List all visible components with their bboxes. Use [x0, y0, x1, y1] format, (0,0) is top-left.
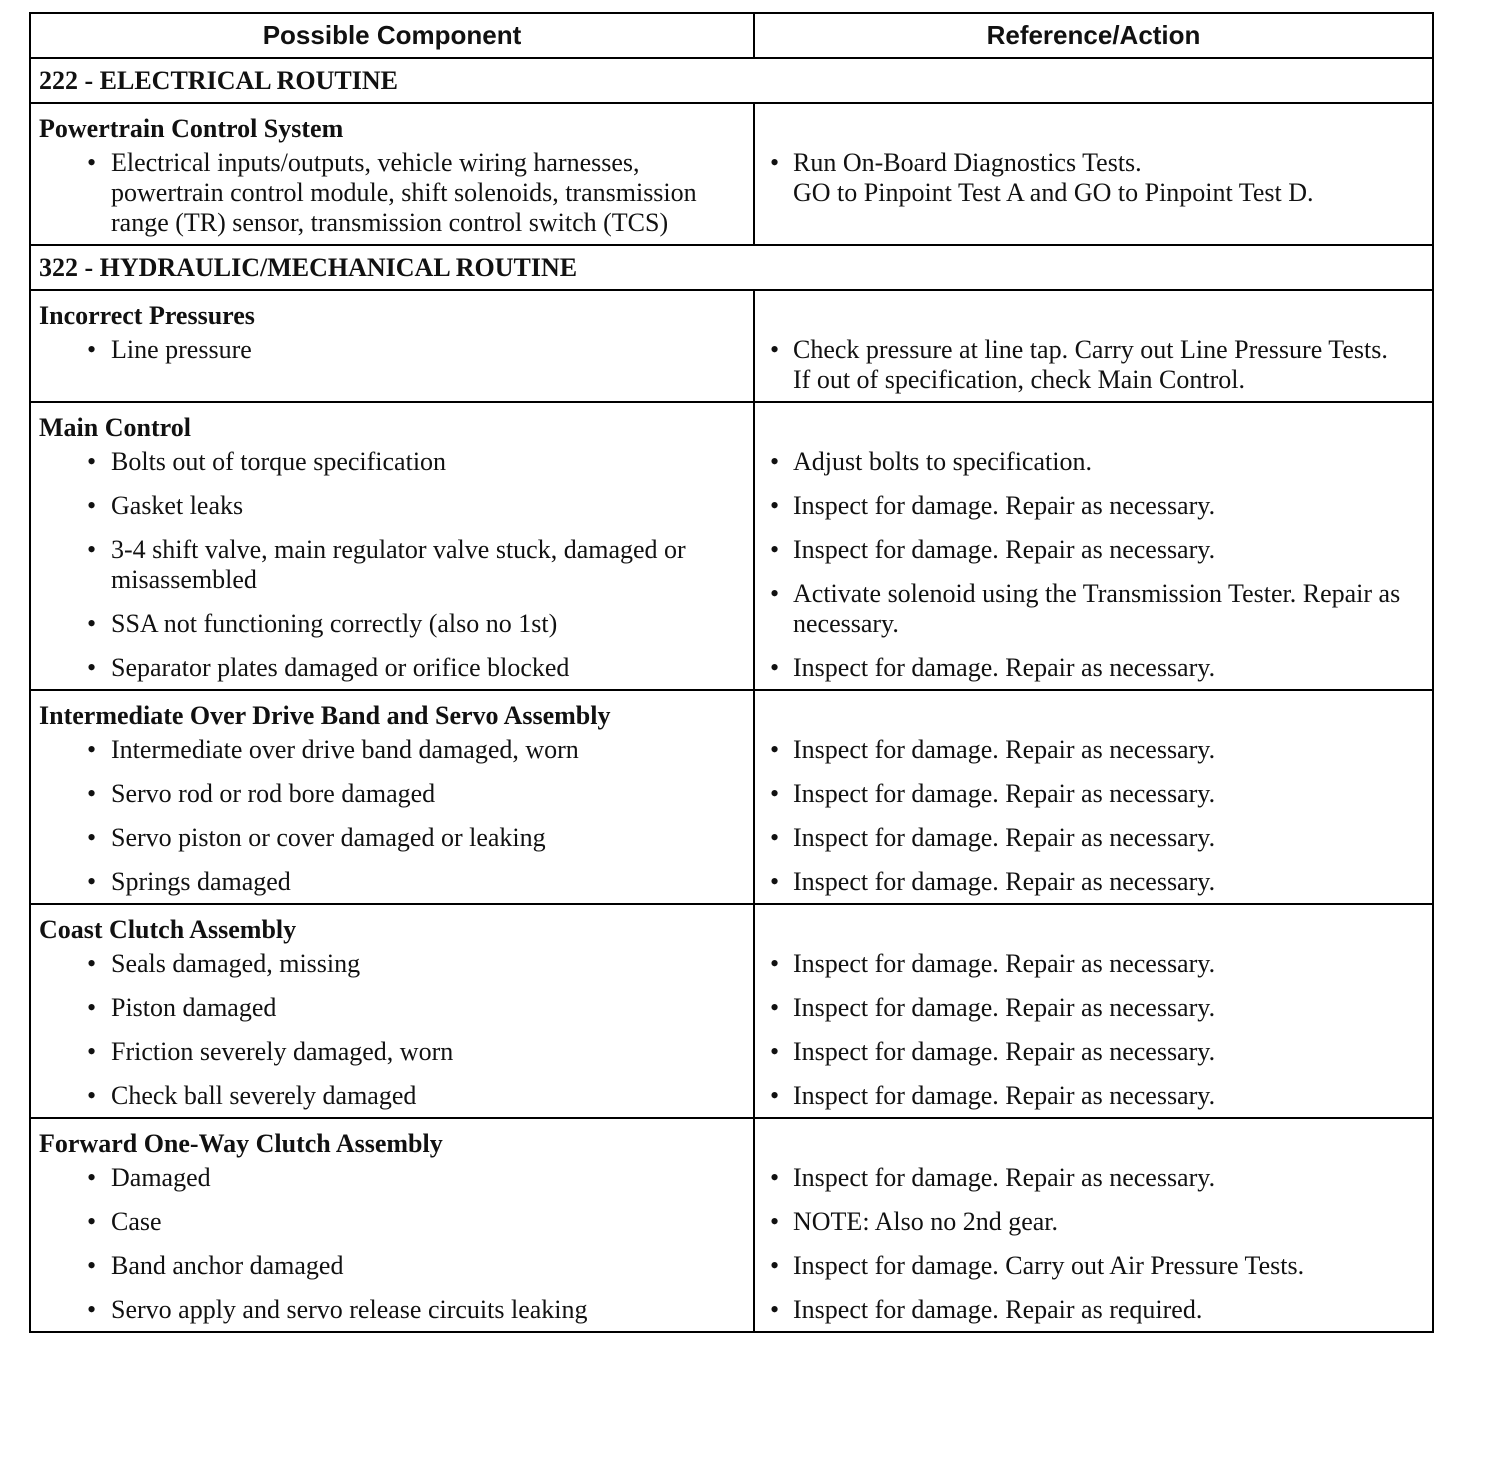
- group-row: [30, 690, 1433, 904]
- component-text: 3-4 shift valve, main regulator valve stuck, damaged or misassembled: [111, 535, 686, 594]
- bullet-icon: •: [87, 609, 97, 638]
- action-item: [763, 1081, 1424, 1111]
- group-row: [30, 904, 1433, 1118]
- component-text: Electrical inputs/outputs, vehicle wiring harnesses, powertrain control module, shift solenoids, transmission range (TR) sensor, transmission control switch (TCS): [111, 148, 697, 237]
- action-text: Inspect for damage. Repair as necessary.: [793, 779, 1216, 808]
- row-gap: [39, 595, 745, 609]
- component-text: SSA not functioning correctly (also no 1st): [111, 609, 558, 638]
- action-cell: [754, 290, 1433, 402]
- row-gap: [763, 521, 1424, 535]
- component-text: Gasket leaks: [111, 491, 244, 520]
- action-group-spacer: [763, 1125, 1424, 1163]
- bullet-icon: •: [87, 335, 97, 364]
- bullet-icon: •: [770, 1251, 780, 1280]
- action-cell: [754, 904, 1433, 1118]
- bullet-icon: •: [770, 993, 780, 1022]
- row-gap: [763, 853, 1424, 867]
- component-item: [39, 1037, 745, 1067]
- component-text: Servo rod or rod bore damaged: [111, 779, 436, 808]
- action-cell: [754, 103, 1433, 245]
- component-item: [39, 609, 745, 639]
- component-item: [39, 1163, 745, 1193]
- row-gap: [39, 477, 745, 491]
- component-item: [39, 1207, 745, 1237]
- row-gap: [39, 639, 745, 653]
- component-cell: [30, 904, 754, 1118]
- row-gap: [39, 1237, 745, 1251]
- action-cell: [754, 690, 1433, 904]
- action-text: Inspect for damage. Repair as necessary.: [793, 1037, 1216, 1066]
- row-gap: [763, 477, 1424, 491]
- action-item: [763, 949, 1424, 979]
- bullet-icon: •: [87, 823, 97, 852]
- action-text: Inspect for damage. Repair as necessary.: [793, 535, 1216, 564]
- row-gap: [39, 809, 745, 823]
- component-text: Damaged: [111, 1163, 211, 1192]
- routine-title: 322 - HYDRAULIC/MECHANICAL ROUTINE: [30, 245, 1433, 290]
- component-text: Check ball severely damaged: [111, 1081, 417, 1110]
- group-row: [30, 1118, 1433, 1332]
- row-gap: [39, 979, 745, 993]
- bullet-icon: •: [87, 1251, 97, 1280]
- component-cell: [30, 402, 754, 690]
- component-group-heading: Coast Clutch Assembly: [39, 915, 297, 944]
- action-group-spacer: [763, 409, 1424, 447]
- row-gap: [39, 1023, 745, 1037]
- action-text: Inspect for damage. Repair as necessary.: [793, 491, 1216, 520]
- component-cell: [30, 690, 754, 904]
- component-item: [39, 1295, 745, 1325]
- component-text: Springs damaged: [111, 867, 291, 896]
- bullet-icon: •: [87, 867, 97, 896]
- component-item: [39, 779, 745, 809]
- action-item: [763, 1295, 1424, 1325]
- routine-row: [30, 245, 1433, 290]
- action-cell-content: [755, 691, 1432, 903]
- row-gap: [39, 1193, 745, 1207]
- component-item: [39, 823, 745, 853]
- action-text: Inspect for damage. Repair as required.: [793, 1295, 1203, 1324]
- bullet-icon: •: [770, 735, 780, 764]
- row-gap: [763, 1281, 1424, 1295]
- component-item: [39, 653, 745, 683]
- component-cell-content: [31, 403, 753, 689]
- bullet-icon: •: [87, 993, 97, 1022]
- component-group-heading: Main Control: [39, 413, 191, 442]
- row-gap: [763, 1067, 1424, 1081]
- bullet-icon: •: [770, 148, 780, 177]
- action-text: Inspect for damage. Repair as necessary.: [793, 735, 1216, 764]
- row-gap: [763, 765, 1424, 779]
- action-item: [763, 1163, 1424, 1193]
- action-item: [763, 779, 1424, 809]
- component-text: Servo apply and servo release circuits leaking: [111, 1295, 588, 1324]
- diagnostic-table-document: [29, 12, 1432, 1333]
- component-text: Piston damaged: [111, 993, 277, 1022]
- component-item: [39, 735, 745, 765]
- column-header-component: Possible Component: [30, 13, 754, 58]
- action-item: [763, 867, 1424, 897]
- action-text: Check pressure at line tap. Carry out Line Pressure Tests. If out of specification, check Main Control.: [793, 335, 1388, 394]
- bullet-icon: •: [87, 447, 97, 476]
- row-gap: [763, 1193, 1424, 1207]
- bullet-icon: •: [770, 1295, 780, 1324]
- bullet-icon: •: [87, 949, 97, 978]
- component-text: Intermediate over drive band damaged, worn: [111, 735, 579, 764]
- routine-title: 222 - ELECTRICAL ROUTINE: [30, 58, 1433, 103]
- action-item: [763, 491, 1424, 521]
- component-item: [39, 867, 745, 897]
- bullet-icon: •: [87, 491, 97, 520]
- bullet-icon: •: [770, 491, 780, 520]
- action-item: [763, 447, 1424, 477]
- table-body: [30, 58, 1433, 1332]
- component-cell-content: [31, 905, 753, 1117]
- action-text: Inspect for damage. Repair as necessary.: [793, 1163, 1216, 1192]
- action-cell-content: [755, 905, 1432, 1117]
- action-item: [763, 993, 1424, 1023]
- header-row: [30, 13, 1433, 58]
- action-cell-content: [755, 1119, 1432, 1331]
- bullet-icon: •: [87, 1163, 97, 1192]
- component-group-heading: Intermediate Over Drive Band and Servo Assembly: [39, 701, 611, 730]
- group-row: [30, 290, 1433, 402]
- bullet-icon: •: [770, 867, 780, 896]
- component-item: [39, 949, 745, 979]
- component-item: [39, 491, 745, 521]
- row-gap: [763, 1023, 1424, 1037]
- action-text: Inspect for damage. Carry out Air Pressure Tests.: [793, 1251, 1305, 1280]
- component-item: [39, 1081, 745, 1111]
- action-group-spacer: [763, 697, 1424, 735]
- action-text: Inspect for damage. Repair as necessary.: [793, 993, 1216, 1022]
- row-gap: [763, 809, 1424, 823]
- action-item: [763, 1251, 1424, 1281]
- component-item: [39, 335, 745, 365]
- component-item: [39, 1251, 745, 1281]
- action-group-spacer: [763, 911, 1424, 949]
- row-gap: [763, 979, 1424, 993]
- bullet-icon: •: [770, 447, 780, 476]
- action-text: Run On-Board Diagnostics Tests. GO to Pinpoint Test A and GO to Pinpoint Test D.: [793, 148, 1314, 207]
- component-text: Line pressure: [111, 335, 252, 364]
- symptom-chart-table: [29, 12, 1434, 1333]
- bullet-icon: •: [87, 1081, 97, 1110]
- bullet-icon: •: [87, 779, 97, 808]
- bullet-icon: •: [87, 535, 97, 564]
- component-item: [39, 993, 745, 1023]
- action-text: Inspect for damage. Repair as necessary.: [793, 867, 1216, 896]
- action-text: Inspect for damage. Repair as necessary.: [793, 1081, 1216, 1110]
- component-cell: [30, 103, 754, 245]
- component-text: Case: [111, 1207, 162, 1236]
- bullet-icon: •: [770, 653, 780, 682]
- row-gap: [763, 565, 1424, 579]
- action-group-spacer: [763, 297, 1424, 335]
- component-item: [39, 447, 745, 477]
- component-cell: [30, 1118, 754, 1332]
- routine-row: [30, 58, 1433, 103]
- row-gap: [39, 1067, 745, 1081]
- action-text: Inspect for damage. Repair as necessary.: [793, 949, 1216, 978]
- component-cell-content: [31, 1119, 753, 1331]
- bullet-icon: •: [770, 335, 780, 364]
- component-cell-content: [31, 104, 753, 244]
- row-gap: [39, 765, 745, 779]
- component-text: Friction severely damaged, worn: [111, 1037, 454, 1066]
- component-text: Seals damaged, missing: [111, 949, 361, 978]
- row-gap: [39, 853, 745, 867]
- component-group-heading: Powertrain Control System: [39, 114, 344, 143]
- bullet-icon: •: [87, 735, 97, 764]
- action-cell: [754, 402, 1433, 690]
- action-text: Inspect for damage. Repair as necessary.: [793, 823, 1216, 852]
- bullet-icon: •: [770, 779, 780, 808]
- component-text: Servo piston or cover damaged or leaking: [111, 823, 546, 852]
- component-group-heading: Forward One-Way Clutch Assembly: [39, 1129, 443, 1158]
- column-header-action: Reference/Action: [754, 13, 1433, 58]
- action-cell-content: [755, 104, 1432, 214]
- bullet-icon: •: [770, 535, 780, 564]
- bullet-icon: •: [87, 1295, 97, 1324]
- action-cell: [754, 1118, 1433, 1332]
- action-item: [763, 1207, 1424, 1237]
- bullet-icon: •: [770, 1207, 780, 1236]
- bullet-icon: •: [770, 823, 780, 852]
- action-item: [763, 653, 1424, 683]
- action-text: Adjust bolts to specification.: [793, 447, 1092, 476]
- action-item: [763, 535, 1424, 565]
- row-gap: [763, 639, 1424, 653]
- action-item: [763, 823, 1424, 853]
- row-gap: [39, 1281, 745, 1295]
- bullet-icon: •: [87, 1037, 97, 1066]
- component-group-heading: Incorrect Pressures: [39, 301, 255, 330]
- action-item: [763, 735, 1424, 765]
- component-cell-content: [31, 691, 753, 903]
- bullet-icon: •: [87, 1207, 97, 1236]
- component-text: Separator plates damaged or orifice blocked: [111, 653, 570, 682]
- action-item: [763, 148, 1424, 208]
- component-item: [39, 148, 745, 238]
- action-cell-content: [755, 291, 1432, 401]
- component-item: [39, 535, 745, 595]
- action-text: Activate solenoid using the Transmission Tester. Repair as necessary.: [793, 579, 1401, 638]
- action-item: [763, 335, 1424, 395]
- action-text: Inspect for damage. Repair as necessary.: [793, 653, 1216, 682]
- bullet-icon: •: [87, 148, 97, 177]
- bullet-icon: •: [770, 1163, 780, 1192]
- action-text: NOTE: Also no 2nd gear.: [793, 1207, 1059, 1236]
- component-text: Bolts out of torque specification: [111, 447, 447, 476]
- component-cell: [30, 290, 754, 402]
- component-cell-content: [31, 291, 753, 371]
- action-item: [763, 1037, 1424, 1067]
- group-row: [30, 402, 1433, 690]
- action-cell-content: [755, 403, 1432, 689]
- bullet-icon: •: [770, 1081, 780, 1110]
- bullet-icon: •: [87, 653, 97, 682]
- bullet-icon: •: [770, 1037, 780, 1066]
- bullet-icon: •: [770, 579, 780, 608]
- component-text: Band anchor damaged: [111, 1251, 344, 1280]
- action-group-spacer: [763, 110, 1424, 148]
- bullet-icon: •: [770, 949, 780, 978]
- action-item: [763, 579, 1424, 639]
- group-row: [30, 103, 1433, 245]
- row-gap: [39, 521, 745, 535]
- row-gap: [763, 1237, 1424, 1251]
